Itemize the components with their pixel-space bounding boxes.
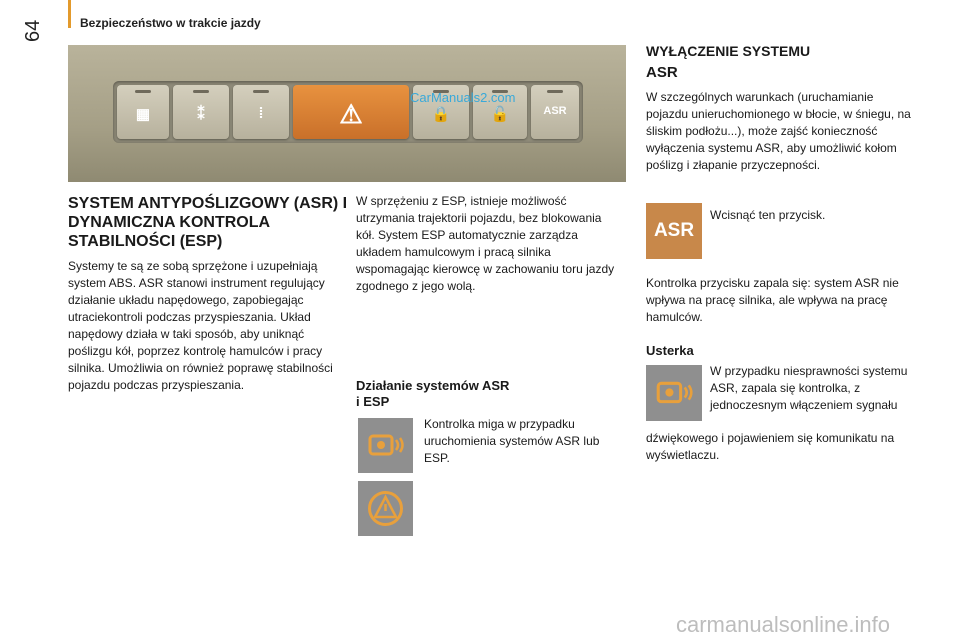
left-heading [68, 194, 348, 251]
fault-text-2: dźwiękowego i pojawieniem się komunikatu na wyświetlaczu. [646, 431, 895, 462]
photo-watermark: CarManuals2.com [410, 90, 516, 105]
rear-defrost-icon: ▦ [135, 106, 151, 123]
left-paragraph: Systemy te są ze sobą sprzężone i uzupełniają system ABS. ASR stanowi instrument regulujący działanie układu napędowego, zapobiegając utraciekontroli podczas przyspieszania. Układ napędowy działa w taki sposób, aby uniknąć poślizgu kół, poprzez kontrolę hamulców i pracy silnika. Umożliwia on również poprawę stabilności pojazdu podczas przyspieszania. [68, 259, 333, 392]
section-title: Bezpieczeństwo w trakcie jazdy [80, 16, 261, 30]
front-fog-icon: ⁑ [197, 106, 205, 123]
right-paragraph-2: Kontrolka przycisku zapala się: system ASR nie wpływa na pracę silnika, ale wpływa na pracę hamulców. [646, 276, 899, 324]
esp-title: SYSTEM ANTYPOŚLIZGOWY (ASR) I DYNAMICZNA KONTROLA STABILNOŚCI (ESP) [68, 195, 348, 250]
rear-defrost-switch [117, 85, 169, 139]
blink-note: Kontrolka miga w przypadku uruchomienia systemów ASR lub ESP. [424, 417, 600, 465]
fault-heading: Usterka [646, 343, 694, 358]
hazard-icon: ⚠ [339, 99, 363, 129]
asr-button-icon [646, 203, 702, 259]
hazard-switch [293, 85, 409, 139]
right-paragraph: W szczególnych warunkach (uruchamianie pojazdu unieruchomionego w błocie, w śniegu, na śliskim podłożu...), może zajść konieczność wyłączenia systemu ASR, aby umożliwić kołom poślizg i złapanie przyczepności. [646, 90, 911, 172]
operation-heading: Działanie systemów ASR i ESP [356, 378, 510, 409]
asr-icon: ASR [543, 105, 567, 117]
section-marker [68, 0, 71, 28]
asr-switch [531, 85, 579, 139]
middle-paragraph: W sprzężeniu z ESP, istnieje możliwość utrzymania trajektorii pojazdu, bez blokowania kół. System ESP automatycznie zarządza układem hamulcowym i pracą silnika wspomagając kierowcę w zachowaniu toru jazdy zgodnego z jego wolą. [356, 194, 615, 293]
asr-fault-icon [646, 365, 702, 421]
fault-text-1: W przypadku niesprawności systemu ASR, zapala się kontrolka, z jednoczesnym włączeniem sygnału [710, 364, 908, 412]
asr-off-subtitle: ASR [646, 64, 678, 81]
dashboard-photo [68, 45, 626, 182]
page-number: 64 [22, 19, 44, 42]
rear-fog-switch [233, 85, 289, 139]
footer-watermark: carmanualsonline.info [676, 612, 891, 637]
lock-icon: 🔒 [431, 106, 451, 123]
right-heading [646, 40, 810, 84]
asr-off-title: WYŁĄCZENIE SYSTEMU [646, 43, 811, 59]
front-fog-switch [173, 85, 229, 139]
press-instruction: Wcisnąć ten przycisk. [710, 208, 826, 222]
esp-warning-icon [358, 418, 413, 473]
warning-triangle-icon [358, 481, 413, 536]
rear-fog-icon: ⁞ [258, 105, 264, 122]
unlock-icon: 🔓 [490, 106, 510, 123]
asr-button-label: ASR [653, 220, 695, 241]
